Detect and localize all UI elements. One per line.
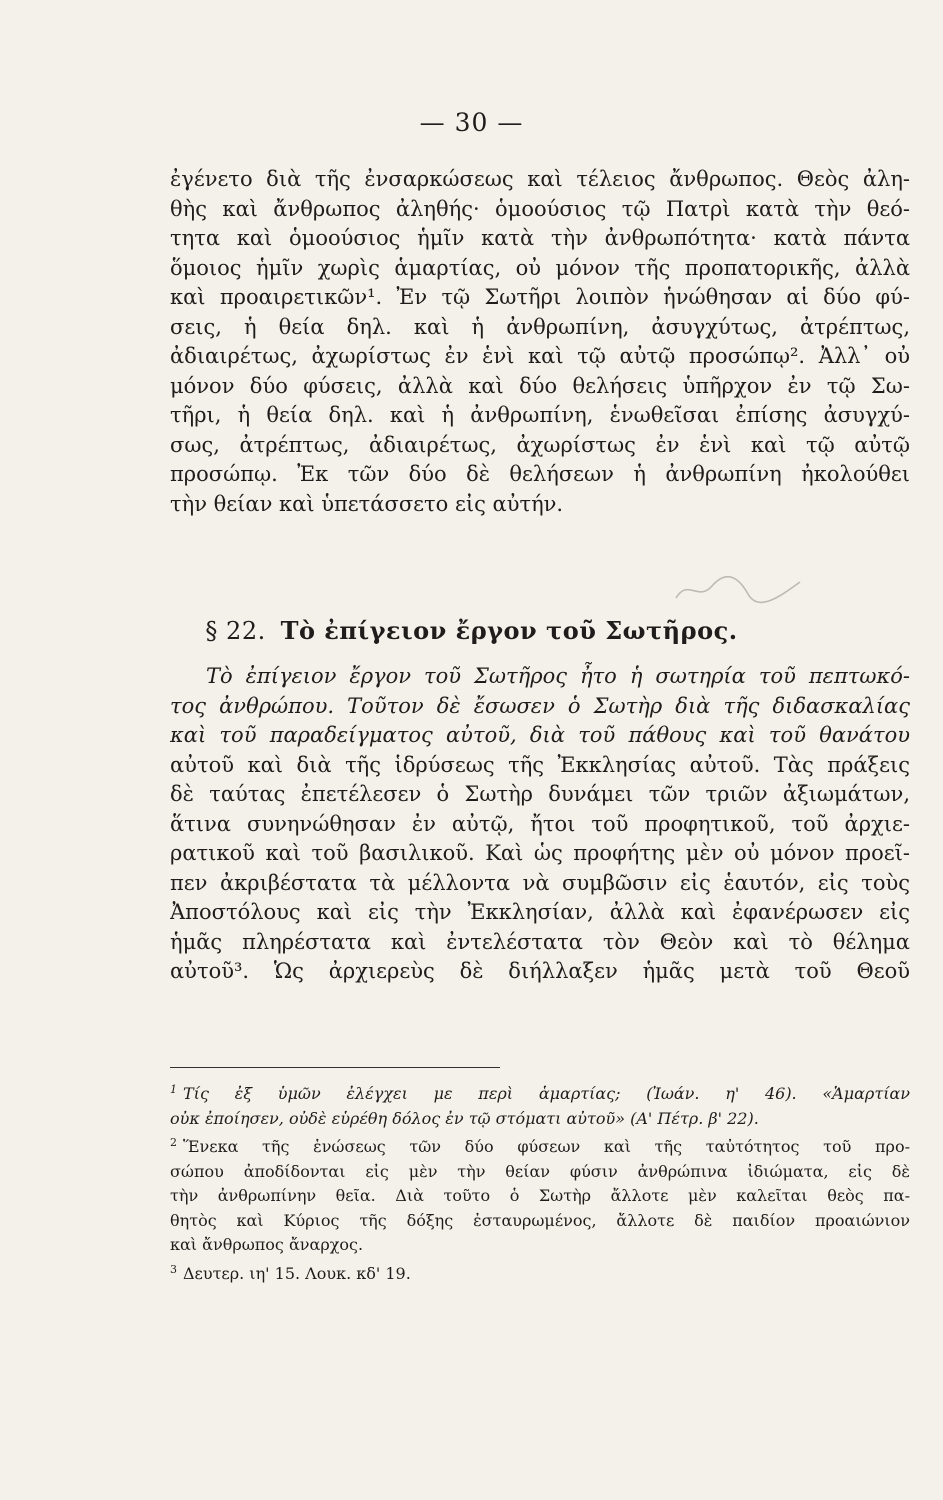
footnote-marker: 3 (170, 1262, 177, 1276)
paragraph-line: σως, ἀτρέπτως, ἀδιαιρέτως, ἀχωρίστως ἐν ἑνὶ καὶ τῷ αὐτῷ (170, 432, 910, 457)
footnote-line: καὶ ἄνθρωπος ἄναρχος. (170, 1235, 364, 1254)
footnote-divider (170, 1067, 500, 1068)
footnote-text: Τίς ἐξ ὑμῶν ἐλέγχει με περὶ ἁμαρτίας; (Ἰωάν. η' 46). «Ἁμαρτίαν (183, 1084, 910, 1103)
paragraph-line: ἐγένετο διὰ τῆς ἐνσαρκώσεως καὶ τέλειος ἄνθρωπος. Θεὸς ἀλη- (170, 167, 910, 191)
footnote-line: τὴν ἀνθρωπίνην θεῖα. Διὰ τοῦτο ὁ Σωτὴρ ἄλλοτε μὲν καλεῖται θεὸς πα- (170, 1186, 910, 1205)
footnote-text: Δευτερ. ιη' 15. Λουκ. κδ' 19. (183, 1263, 411, 1283)
paragraph-line: τητα καὶ ὁμοούσιος ἡμῖν κατὰ τὴν ἀνθρωπότητα· κατὰ πάντα (170, 226, 910, 250)
footnote-line (170, 1131, 910, 1160)
page-number: — 30 — (419, 108, 524, 137)
paragraph-line: σεις, ἡ θεία δηλ. καὶ ἡ ἀνθρωπίνη, ἀσυγχύτως, ἀτρέπτως, (170, 314, 910, 339)
section-number: § 22. (205, 617, 266, 645)
paragraph-line: δὲ ταύτας ἐπετέλεσεν ὁ Σωτὴρ δυνάμει τῶν τριῶν ἀξιωμάτων, (170, 782, 910, 806)
paragraph-line: καὶ τοῦ παραδείγματος αὐτοῦ, διὰ τοῦ πάθους καὶ τοῦ θανάτου (170, 723, 910, 747)
paragraph-line: ἅτινα συνηνώθησαν ἐν αὐτῷ, ἤτοι τοῦ προφητικοῦ, τοῦ ἀρχιε- (170, 811, 910, 836)
footnote-text: Ἕνεκα τῆς ἑνώσεως τῶν δύο φύσεων καὶ τῆς ταὐτότητος τοῦ προ- (183, 1137, 910, 1156)
paragraph-line: ἀδιαιρέτως, ἀχωρίστως ἐν ἑνὶ καὶ τῷ αὐτῷ προσώπῳ². Ἀλλ᾽ οὐ (170, 344, 910, 368)
footnote-line (170, 1258, 910, 1287)
paragraph-line: αὐτοῦ³. Ὡς ἀρχιερεὺς δὲ διήλλαξεν ἡμᾶς μετὰ τοῦ Θεοῦ (170, 959, 910, 983)
footnotes (170, 1078, 910, 1286)
paragraph-line: μόνον δύο φύσεις, ἀλλὰ καὶ δύο θελήσεις ὑπῆρχον ἐν τῷ Σω- (170, 373, 910, 398)
paragraph-line: Ἀποστόλους καὶ εἰς τὴν Ἐκκλησίαν, ἀλλὰ καὶ ἐφανέρωσεν εἰς (170, 900, 910, 924)
paragraph-line: προσώπῳ. Ἐκ τῶν δύο δὲ θελήσεων ἡ ἀνθρωπίνη ἠκολούθει (170, 462, 910, 486)
footnote-2 (170, 1131, 910, 1258)
footnote-1 (170, 1078, 910, 1131)
paragraph-line: πεν ἀκριβέστατα τὰ μέλλοντα νὰ συμβῶσιν εἰς ἑαυτόν, εἰς τοὺς (170, 870, 910, 895)
paragraph-line: τὴν θείαν καὶ ὑπετάσσετο εἰς αὐτήν. (170, 491, 564, 516)
paragraph-line: θὴς καὶ ἄνθρωπος ἀληθής· ὁμοούσιος τῷ Πατρὶ κατὰ τὴν θεό- (170, 196, 910, 221)
footnote-line: θητὸς καὶ Κύριος τῆς δόξης ἐσταυρωμένος, ἄλλοτε δὲ παιδίον προαιώνιον (170, 1210, 910, 1230)
paragraph-line: Τὸ ἐπίγειον ἔργον τοῦ Σωτῆρος ἦτο ἡ σωτηρία τοῦ πεπτωκό- (206, 664, 910, 688)
footnote-line (170, 1078, 910, 1107)
footnote-marker: 1 (170, 1083, 177, 1096)
paragraph-1 (170, 165, 910, 519)
handwritten-annotation-mark (668, 568, 808, 608)
paragraph-2 (170, 662, 910, 987)
paragraph-line: καὶ προαιρετικῶν¹. Ἐν τῷ Σωτῆρι λοιπὸν ἡνώθησαν αἱ δύο φύ- (170, 285, 910, 309)
paragraph-line: τῆρι, ἡ θεία δηλ. καὶ ἡ ἀνθρωπίνη, ἑνωθεῖσαι ἐπίσης ἀσυγχύ- (170, 403, 910, 427)
footnote-line: σώπου ἀποδίδονται εἰς μὲν τὴν θείαν φύσιν ἀνθρώπινα ἰδιώματα, εἰς δὲ (170, 1161, 910, 1181)
section-title: Τὸ ἐπίγειον ἔργον τοῦ Σωτῆρος. (280, 616, 738, 645)
section-heading (0, 616, 943, 645)
footnote-3 (170, 1258, 910, 1287)
paragraph-line: ρατικοῦ καὶ τοῦ βασιλικοῦ. Καὶ ὡς προφήτης μὲν οὐ μόνον προεῖ- (170, 841, 910, 865)
paragraph-line: ἡμᾶς πληρέστατα καὶ ἐντελέστατα τὸν Θεὸν καὶ τὸ θέλημα (170, 929, 910, 954)
paragraph-line: ὅμοιος ἡμῖν χωρὶς ἁμαρτίας, οὐ μόνον τῆς προπατορικῆς, ἀλλὰ (170, 255, 910, 280)
paragraph-line: τος ἀνθρώπου. Τοῦτον δὲ ἔσωσεν ὁ Σωτὴρ διὰ τῆς διδασκαλίας (170, 693, 910, 718)
footnote-line: οὐκ ἐποίησεν, οὐδὲ εὑρέθη δόλος ἐν τῷ στόματι αὐτοῦ» (Α' Πέτρ. β' 22). (170, 1108, 759, 1128)
footnote-marker: 2 (170, 1136, 177, 1149)
paragraph-line: αὐτοῦ καὶ διὰ τῆς ἱδρύσεως τῆς Ἐκκλησίας αὐτοῦ. Τὰς πράξεις (170, 752, 910, 777)
